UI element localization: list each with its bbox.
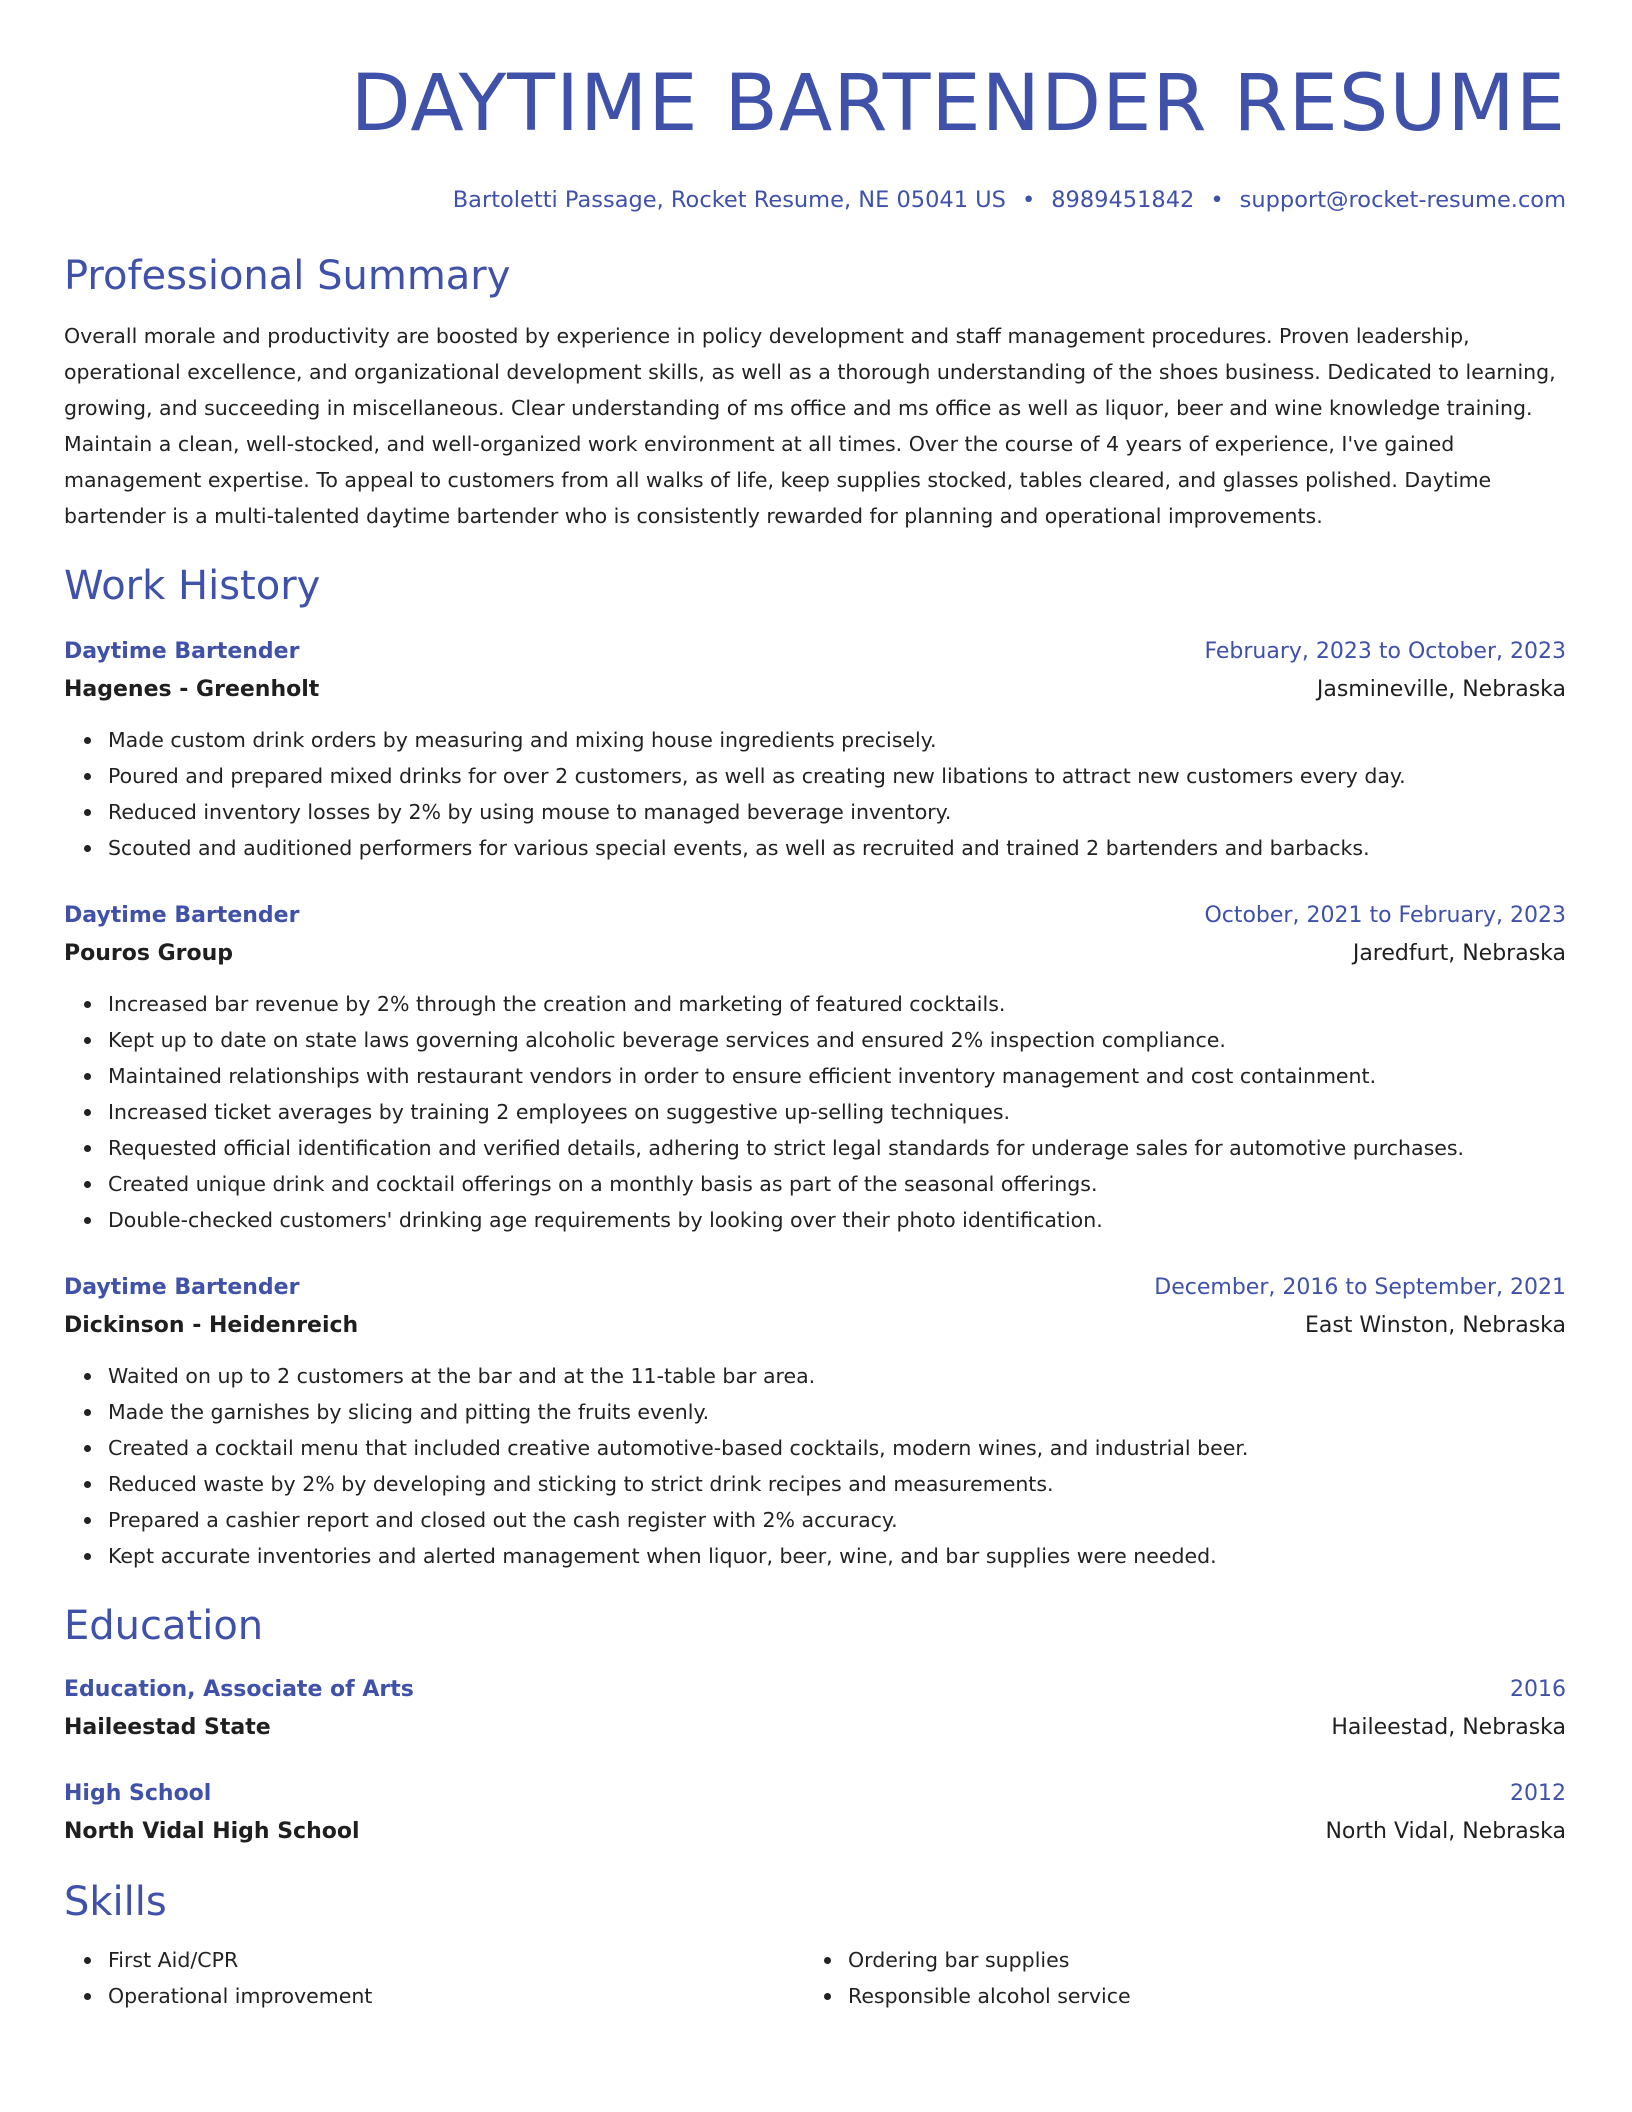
education-location: North Vidal, Nebraska <box>1325 1819 1566 1844</box>
contact-address: Bartoletti Passage, Rocket Resume, NE 05041 US <box>452 187 1006 213</box>
list-item: Requested official identification and verified details, adhering to strict legal standards for underage sales for automotive purchases. <box>108 1130 1566 1166</box>
list-item: Kept up to date on state laws governing alcoholic beverage services and ensured 2% inspection compliance. <box>108 1022 1566 1058</box>
list-item: Ordering bar supplies <box>848 1942 1544 1978</box>
job-entry <box>64 1270 1566 1574</box>
list-item: Maintained relationships with restaurant vendors in order to ensure efficient inventory management and cost containment. <box>108 1058 1566 1094</box>
list-item: Double-checked customers' drinking age requirements by looking over their photo identification. <box>108 1202 1566 1238</box>
list-item: Waited on up to 2 customers at the bar and at the 11-table bar area. <box>108 1358 1566 1394</box>
resume-title: DAYTIME BARTENDER RESUME <box>350 59 1566 149</box>
list-item: Kept accurate inventories and alerted management when liquor, beer, wine, and bar supplies were needed. <box>108 1538 1566 1574</box>
education-year: 2016 <box>1510 1677 1566 1702</box>
contact-line <box>64 182 1566 218</box>
skills-column-right <box>804 1942 1544 2014</box>
skills-heading: Skills <box>64 1879 167 1925</box>
list-item: First Aid/CPR <box>108 1942 804 1978</box>
work-history-heading: Work History <box>64 563 321 609</box>
contact-separator: • <box>1021 187 1036 213</box>
list-item: Operational improvement <box>108 1978 804 2014</box>
list-item: Prepared a cashier report and closed out the cash register with 2% accuracy. <box>108 1502 1566 1538</box>
education-entry <box>64 1776 1566 1852</box>
skills-bullets <box>804 1942 1544 2014</box>
list-item: Made custom drink orders by measuring and mixing house ingredients precisely. <box>108 722 1566 758</box>
job-dates: February, 2023 to October, 2023 <box>1204 639 1566 664</box>
list-item: Reduced inventory losses by 2% by using mouse to managed beverage inventory. <box>108 794 1566 830</box>
contact-separator: • <box>1210 187 1224 213</box>
education-location: Haileestad, Nebraska <box>1331 1715 1566 1740</box>
education-entry <box>64 1672 1566 1748</box>
list-item: Increased bar revenue by 2% through the creation and marketing of featured cocktails. <box>108 986 1566 1022</box>
contact-email[interactable]: support@rocket-resume.com <box>1239 187 1566 213</box>
education-degree: High School <box>64 1781 212 1806</box>
job-role: Daytime Bartender <box>64 903 300 928</box>
list-item: Created a cocktail menu that included creative automotive-based cocktails, modern wines, and industrial beer. <box>108 1430 1566 1466</box>
list-item: Increased ticket averages by training 2 employees on suggestive up-selling techniques. <box>108 1094 1566 1130</box>
job-location: Jasmineville, Nebraska <box>1316 677 1566 702</box>
job-bullets <box>64 722 1566 866</box>
education-school: North Vidal High School <box>64 1819 360 1844</box>
job-dates: October, 2021 to February, 2023 <box>1204 903 1566 928</box>
skills-list <box>64 1942 1566 2014</box>
job-bullets <box>64 986 1566 1238</box>
education-year: 2012 <box>1510 1781 1566 1806</box>
job-dates: December, 2016 to September, 2021 <box>1154 1275 1566 1300</box>
list-item: Scouted and auditioned performers for various special events, as well as recruited and trained 2 bartenders and barbacks. <box>108 830 1566 866</box>
education-degree: Education, Associate of Arts <box>64 1677 414 1702</box>
job-bullets <box>64 1358 1566 1574</box>
job-employer: Hagenes - Greenholt <box>64 677 320 702</box>
education-heading: Education <box>64 1603 264 1649</box>
skills-column-left <box>64 1942 804 2014</box>
resume-page <box>64 54 1566 2014</box>
job-entry <box>64 634 1566 866</box>
list-item: Poured and prepared mixed drinks for over 2 customers, as well as creating new libations to attract new customers every day. <box>108 758 1566 794</box>
job-role: Daytime Bartender <box>64 639 300 664</box>
job-employer: Dickinson - Heidenreich <box>64 1313 359 1338</box>
summary-text: Overall morale and productivity are boosted by experience in policy development and staff management procedures. Proven leadership, operational excellence, and organizational development skills, as well as a thorough understanding of the shoes business. Dedicated to learning, growing, and succeeding in miscellaneous. Clear understanding of ms office and ms office as well as liquor, beer and wine knowledge training. Maintain a clean, well-stocked, and well-organized work environment at all times. Over the course of 4 years of experience, I've gained management expertise. To appeal to customers from all walks of life, keep supplies stocked, tables cleared, and glasses polished. Daytime bartender is a multi-talented daytime bartender who is consistently rewarded for planning and operational improvements. <box>64 324 1556 528</box>
job-location: East Winston, Nebraska <box>1304 1313 1566 1338</box>
list-item: Responsible alcohol service <box>848 1978 1544 2014</box>
list-item: Reduced waste by 2% by developing and sticking to strict drink recipes and measurements. <box>108 1466 1566 1502</box>
summary-heading: Professional Summary <box>64 253 511 299</box>
job-entry <box>64 898 1566 1238</box>
list-item: Created unique drink and cocktail offerings on a monthly basis as part of the seasonal offerings. <box>108 1166 1566 1202</box>
skills-bullets <box>64 1942 804 2014</box>
list-item: Made the garnishes by slicing and pitting the fruits evenly. <box>108 1394 1566 1430</box>
job-role: Daytime Bartender <box>64 1275 300 1300</box>
job-employer: Pouros Group <box>64 941 234 966</box>
contact-phone[interactable]: 8989451842 <box>1051 187 1195 213</box>
job-location: Jaredfurt, Nebraska <box>1352 941 1566 966</box>
education-school: Haileestad State <box>64 1715 271 1740</box>
